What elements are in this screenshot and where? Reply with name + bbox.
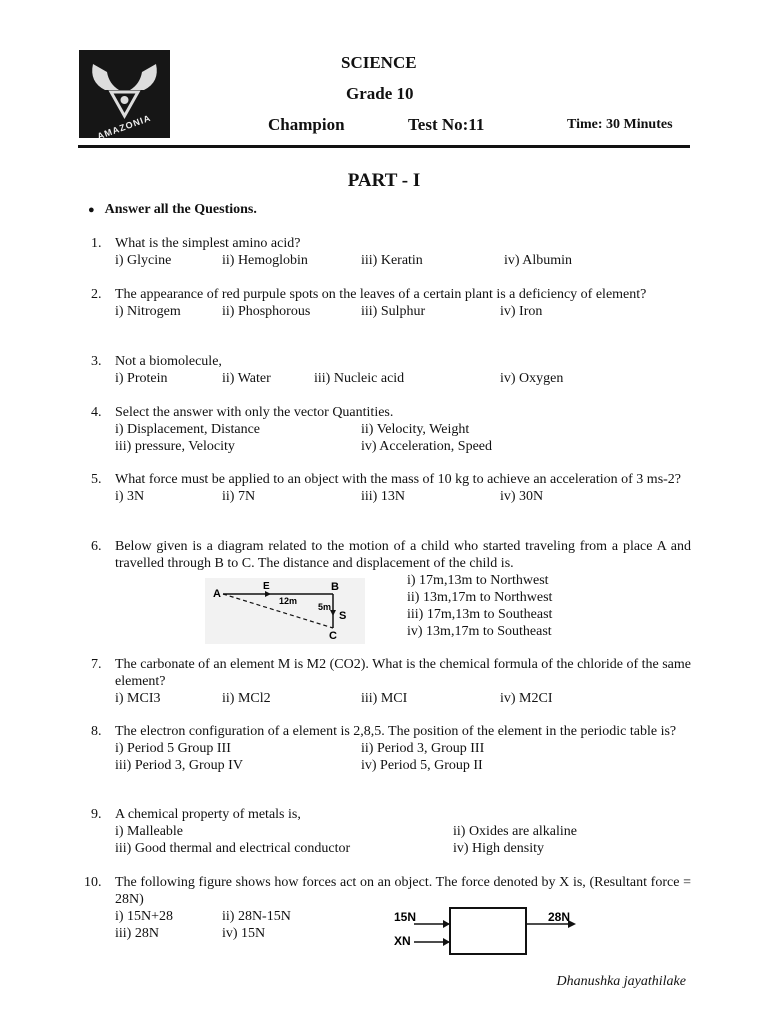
options <box>115 606 691 623</box>
header-divider <box>78 145 690 148</box>
option-iv: iv) M2CI <box>500 691 553 706</box>
question-2 <box>91 286 691 320</box>
school-logo <box>79 50 170 138</box>
option-i: i) 3N <box>115 489 145 504</box>
distance-bc-label: 5m <box>318 602 332 612</box>
subject-title: SCIENCE <box>341 53 417 72</box>
option-iii: iii) 17m,13m to Southeast <box>407 607 553 622</box>
motion-diagram <box>205 578 365 644</box>
question-number: 1. <box>91 236 102 251</box>
option-i: i) 15N+28 <box>115 909 174 924</box>
option-iv: iv) Iron <box>500 304 543 319</box>
option-iv: iv) 15N <box>222 926 266 941</box>
options <box>115 488 691 505</box>
option-i: i) Nitrogem <box>115 304 181 319</box>
option-iii: iii) Sulphur <box>361 304 426 319</box>
point-e-label: E <box>263 581 270 592</box>
options <box>115 690 691 707</box>
options <box>115 589 691 606</box>
options <box>115 303 691 320</box>
logo-text: AMAZONIA <box>95 112 153 138</box>
question-number: 7. <box>91 657 102 672</box>
option-iv: iv) Acceleration, Speed <box>361 439 493 454</box>
option-ii: ii) 7N <box>222 489 256 504</box>
grade-label: Grade 10 <box>346 84 414 103</box>
time-label: Time: 30 Minutes <box>567 117 673 132</box>
options <box>115 757 691 774</box>
option-iii: iii) Nucleic acid <box>314 371 405 386</box>
point-a-label: A <box>213 588 221 600</box>
distance-ab-label: 12m <box>279 596 298 606</box>
option-i: i) Displacement, Distance <box>115 422 261 437</box>
option-i: i) 17m,13m to Northwest <box>407 573 549 588</box>
option-ii: ii) Water <box>222 371 271 386</box>
options <box>115 623 691 640</box>
series-label: Champion <box>268 115 345 134</box>
question-stem: The carbonate of an element M is M2 (CO2). What is the chemical formula of the chloride of the same element? <box>115 657 691 689</box>
point-s-label: S <box>339 610 347 622</box>
question-1 <box>91 235 691 269</box>
option-iii: iii) pressure, Velocity <box>115 439 235 454</box>
option-i: i) Period 5 Group III <box>115 741 231 756</box>
option-iv: iv) High density <box>453 841 544 856</box>
options <box>115 370 691 387</box>
question-8 <box>91 723 691 774</box>
instruction: ● Answer all the Questions. <box>88 202 257 217</box>
option-iii: iii) 28N <box>115 926 159 941</box>
question-9 <box>91 806 691 857</box>
option-iii: iii) MCI <box>361 691 408 706</box>
option-ii: ii) Period 3, Group III <box>361 741 485 756</box>
instruction-text: Answer all the Questions. <box>104 202 257 217</box>
point-c-label: C <box>329 630 337 642</box>
question-number: 8. <box>91 724 102 739</box>
option-ii: ii) Hemoglobin <box>222 253 308 268</box>
option-iv: iv) Albumin <box>504 253 573 268</box>
option-ii: ii) 28N-15N <box>222 909 291 924</box>
question-stem: Below given is a diagram related to the motion of a child who started traveling from a place A and travelled through B to C. The distance and displacement of the child is. <box>115 539 691 571</box>
option-iv: iv) 13m,17m to Southeast <box>407 624 552 639</box>
question-stem: A chemical property of metals is, <box>115 807 301 822</box>
option-iv: iv) Oxygen <box>500 371 564 386</box>
question-stem: Not a biomolecule, <box>115 354 222 369</box>
options <box>115 823 691 840</box>
question-3 <box>91 353 691 387</box>
question-number: 2. <box>91 287 102 302</box>
question-5 <box>91 471 691 505</box>
option-i: i) MCI3 <box>115 691 161 706</box>
option-iv: iv) Period 5, Group II <box>361 758 483 773</box>
question-stem: What is the simplest amino acid? <box>115 236 301 251</box>
question-number: 3. <box>91 354 102 369</box>
force-x-label: XN <box>394 934 411 948</box>
point-b-label: B <box>331 581 339 593</box>
option-iii: iii) Keratin <box>361 253 423 268</box>
option-ii: ii) Phosphorous <box>222 304 311 319</box>
option-iii: iii) Period 3, Group IV <box>115 758 243 773</box>
question-number: 6. <box>91 539 102 554</box>
force-15n-label: 15N <box>394 910 417 924</box>
option-ii: ii) Oxides are alkaline <box>453 824 578 839</box>
question-stem: What force must be applied to an object with the mass of 10 kg to achieve an acceleration of 3 ms-2? <box>115 472 682 487</box>
author-signature: Dhanushka jayathilake <box>556 974 686 989</box>
option-i: i) Glycine <box>115 253 172 268</box>
question-stem: The electron configuration of a element is 2,8,5. The position of the element in the periodic table is? <box>115 724 677 739</box>
question-6 <box>91 538 691 640</box>
question-number: 10. <box>84 875 102 890</box>
option-i: i) Malleable <box>115 824 184 839</box>
question-7 <box>91 656 691 707</box>
options <box>115 740 691 757</box>
option-iii: iii) Good thermal and electrical conductor <box>115 841 351 856</box>
question-4 <box>91 404 691 455</box>
option-ii: ii) MCl2 <box>222 691 271 706</box>
option-iv: iv) 30N <box>500 489 544 504</box>
options <box>115 252 691 269</box>
options <box>115 840 691 857</box>
option-ii: ii) Velocity, Weight <box>361 422 470 437</box>
question-stem: The appearance of red purpule spots on the leaves of a certain plant is a deficiency of element? <box>115 287 647 302</box>
force-28n-label: 28N <box>548 910 571 924</box>
options <box>115 438 691 455</box>
part-title: PART - I <box>347 170 421 191</box>
question-number: 4. <box>91 405 102 420</box>
question-stem: The following figure shows how forces act on an object. The force denoted by X is, (Resultant force = 28N) <box>115 875 691 907</box>
question-number: 9. <box>91 807 102 822</box>
force-diagram <box>388 904 588 962</box>
options <box>115 421 691 438</box>
option-i: i) Protein <box>115 371 168 386</box>
question-number: 5. <box>91 472 102 487</box>
options <box>115 572 691 589</box>
test-number: Test No:11 <box>408 115 485 134</box>
option-iii: iii) 13N <box>361 489 405 504</box>
question-stem: Select the answer with only the vector Quantities. <box>115 405 394 420</box>
option-ii: ii) 13m,17m to Northwest <box>407 590 553 605</box>
